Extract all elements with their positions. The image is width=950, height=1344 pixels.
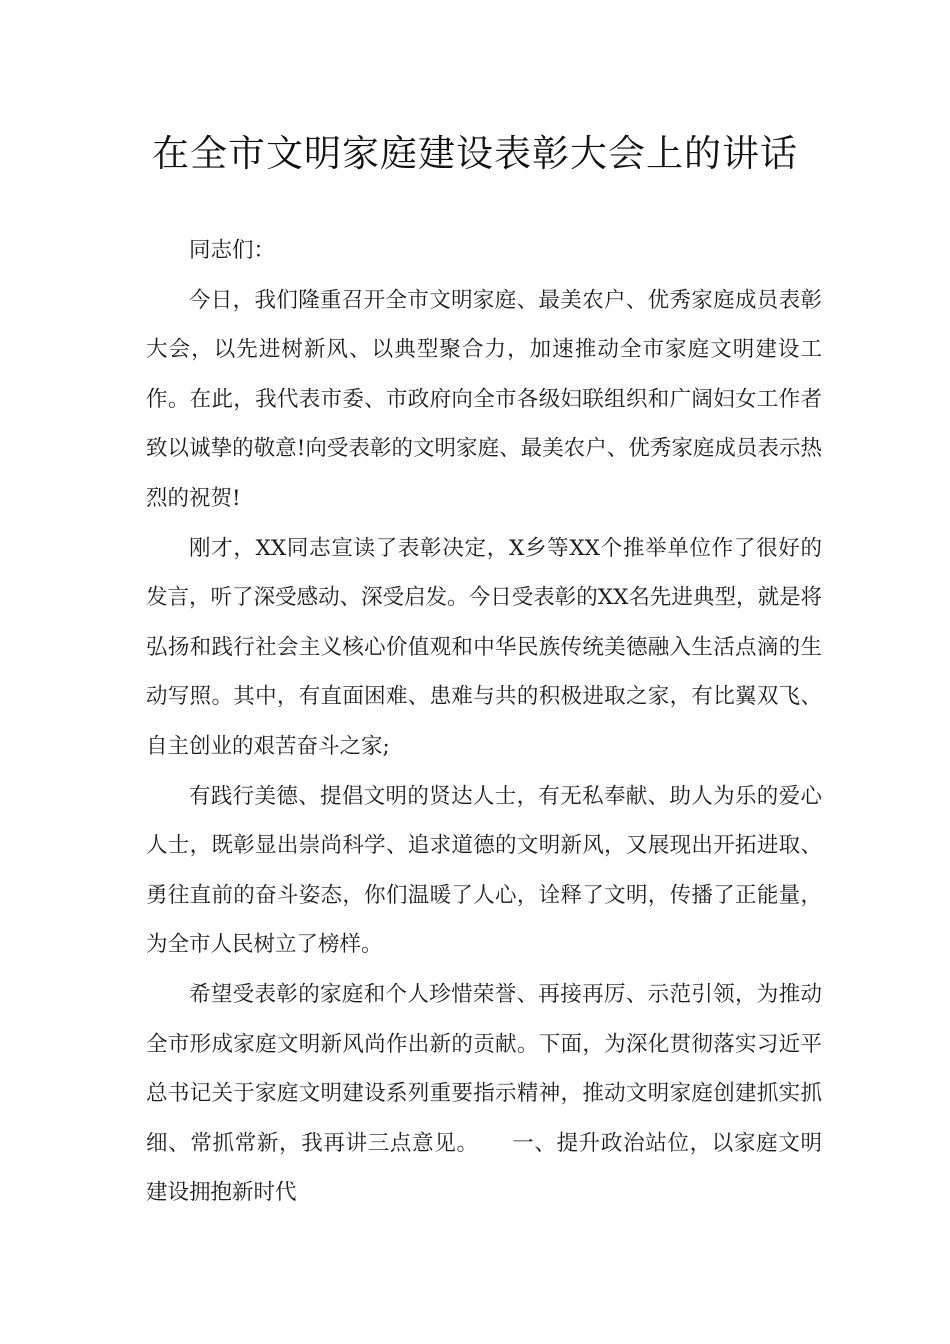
commendation-paragraph: 刚才，XX同志宣读了表彰决定，X乡等XX个推举单位作了很好的发言，听了深受感动、深受启发。今日受表彰的XX名先进典型，就是将弘扬和践行社会主义核心价值观和中华民族传统美德融入生活点滴的生动写照。其中，有直面困难、患难与共的积极进取之家，有比翼双飞、自主创业的艰苦奋斗之家;: [146, 535, 822, 759]
document-title: 在全市文明家庭建设表彰大会上的讲话: [152, 132, 798, 175]
salutation-paragraph: 同志们：: [189, 238, 276, 263]
opening-paragraph: 今日，我们隆重召开全市文明家庭、最美农户、优秀家庭成员表彰大会，以先进树新风、以典型聚合力，加速推动全市家庭文明建设工作。在此，我代表市委、市政府向全市各级妇联组织和广阔妇女工作者致以诚挚的敬意!向受表彰的文明家庭、最美农户、优秀家庭成员表示热烈的祝贺!: [146, 287, 822, 511]
expectation-paragraph: 希望受表彰的家庭和个人珍惜荣誉、再接再厉、示范引领，为推动全市形成家庭文明新风尚作出新的贡献。下面，为深化贯彻落实习近平总书记关于家庭文明建设系列重要指示精神，推动文明家庭创建抓实抓细、常抓常新，我再讲三点意见。 一、提升政治站位，以家庭文明建设拥抱新时代: [146, 981, 822, 1206]
document-body: [146, 226, 822, 1218]
role-model-paragraph: 有践行美德、提倡文明的贤达人士，有无私奉献、助人为乐的爱心人士，既彰显出崇尚科学、追求道德的文明新风，又展现出开拓进取、勇往直前的奋斗姿态，你们温暖了人心，诠释了文明，传播了正能量，为全市人民树立了榜样。: [146, 783, 822, 958]
